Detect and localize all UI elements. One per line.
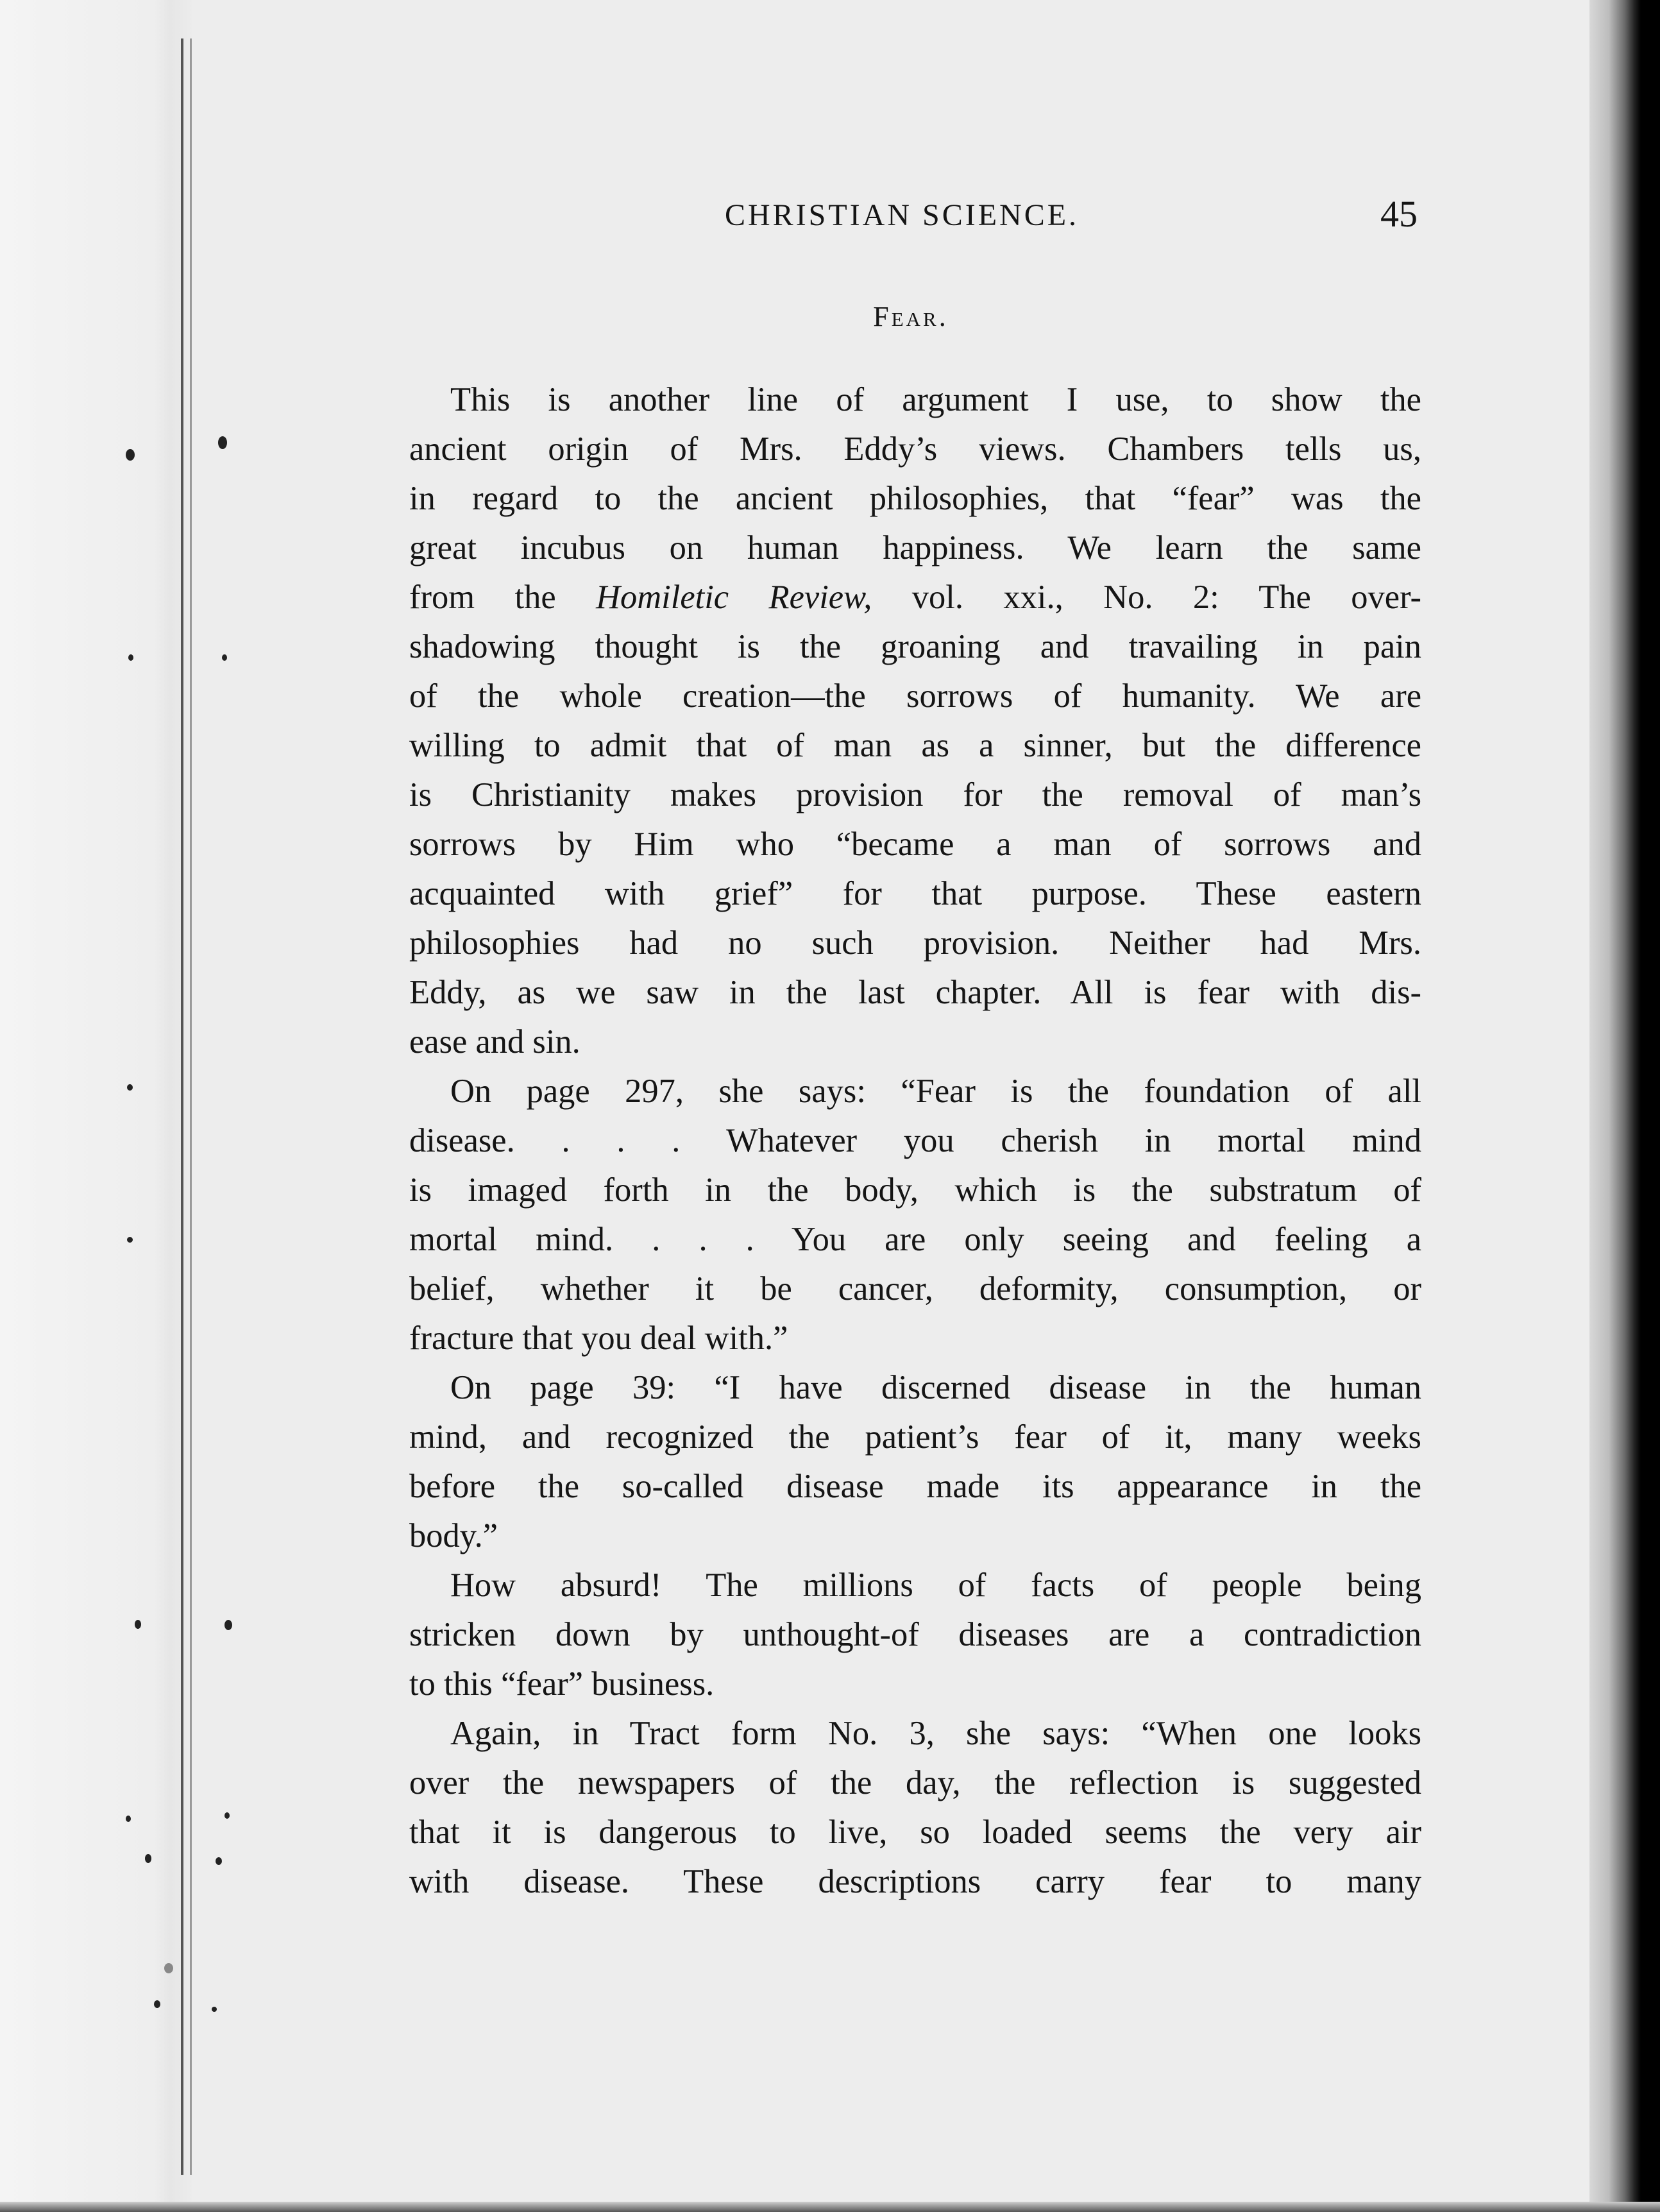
text-line: is Christianity makes provision for the removal of man’s [409, 776, 1421, 813]
text-line: that it is dangerous to live, so loaded seems the very air [409, 1814, 1421, 1851]
scan-speck [224, 1812, 230, 1819]
paragraph [409, 1561, 1421, 1709]
paragraph [409, 375, 1421, 1067]
body-text [409, 375, 1421, 1907]
text-line: On page 39: “I have discerned disease in the human [450, 1369, 1421, 1406]
text-line: before the so-called disease made its appearance in the [409, 1468, 1421, 1505]
running-header [725, 192, 1418, 244]
scan-speck [135, 1620, 141, 1629]
text-line: mind, and recognized the patient’s fear of it, many weeks [409, 1418, 1421, 1456]
text-line: over the newspapers of the day, the reflection is suggested [409, 1764, 1421, 1801]
text-line: sorrows by Him who “became a man of sorrows and [409, 826, 1421, 863]
text-line: is imaged forth in the body, which is the substratum of [409, 1171, 1421, 1209]
text-line: of the whole creation—the sorrows of humanity. We are [409, 677, 1421, 715]
text-line: On page 297, she says: “Fear is the foundation of all [450, 1073, 1421, 1110]
page-edge-shadow [1589, 0, 1660, 2212]
text-line: philosophies had no such provision. Neither had Mrs. [409, 924, 1421, 962]
scan-speck [164, 1963, 173, 1973]
text-line: body.” [409, 1517, 498, 1554]
text-line: How absurd! The millions of facts of people being [450, 1567, 1421, 1604]
text-line: belief, whether it be cancer, deformity, consumption, or [409, 1270, 1421, 1307]
scan-speck [145, 1854, 151, 1863]
text-run: from the [409, 579, 597, 616]
paragraph [409, 1363, 1421, 1561]
scan-speck [224, 1620, 232, 1630]
text-line: with disease. These descriptions carry fear to many [409, 1863, 1421, 1900]
running-title: CHRISTIAN SCIENCE. [725, 198, 1080, 232]
text-line: in regard to the ancient philosophies, that “fear” was the [409, 480, 1421, 517]
text-line: mortal mind. . . . You are only seeing and feeling a [409, 1221, 1421, 1258]
scan-speck [127, 1237, 133, 1243]
text-line: shadowing thought is the groaning and travailing in pain [409, 628, 1421, 665]
text-line: disease. . . . Whatever you cherish in mortal mind [409, 1122, 1421, 1159]
journal-title: Homiletic Review, [596, 579, 872, 616]
paragraph [409, 1067, 1421, 1363]
scan-speck [218, 436, 227, 449]
text-line [409, 573, 1421, 622]
scan-speck [126, 449, 135, 461]
scan-speck [222, 654, 227, 661]
text-line: Eddy, as we saw in the last chapter. All is fear with dis- [409, 974, 1421, 1011]
binding-line [181, 38, 183, 2175]
binding-line-inner [190, 38, 192, 2175]
paragraph [409, 1709, 1421, 1907]
scan-speck [212, 2007, 217, 2012]
text-line: ease and sin. [409, 1023, 580, 1060]
section-heading: Fear. [873, 301, 949, 332]
text-line: to this “fear” business. [409, 1665, 715, 1703]
binding-gutter [0, 0, 192, 2212]
bottom-edge-shadow [0, 2202, 1660, 2212]
text-line: willing to admit that of man as a sinner, but the difference [409, 727, 1421, 764]
scan-speck [216, 1857, 222, 1865]
text-line: acquainted with grief” for that purpose. These eastern [409, 875, 1421, 912]
scan-speck [154, 2000, 160, 2008]
text-line: ancient origin of Mrs. Eddy’s views. Chambers tells us, [409, 430, 1421, 468]
text-line: Again, in Tract form No. 3, she says: “When one looks [450, 1715, 1421, 1752]
text-line: great incubus on human happiness. We learn the same [409, 529, 1421, 566]
text-line: This is another line of argument I use, to show the [450, 381, 1421, 418]
text-line: fracture that you deal with.” [409, 1320, 788, 1357]
page-number: 45 [1380, 193, 1418, 235]
text-line: stricken down by unthought-of diseases are a contradiction [409, 1616, 1421, 1653]
text-run: vol. xxi., No. 2: The over- [872, 579, 1421, 616]
scan-speck [126, 1816, 131, 1822]
scan-speck [128, 654, 133, 661]
scan-speck [127, 1084, 133, 1091]
